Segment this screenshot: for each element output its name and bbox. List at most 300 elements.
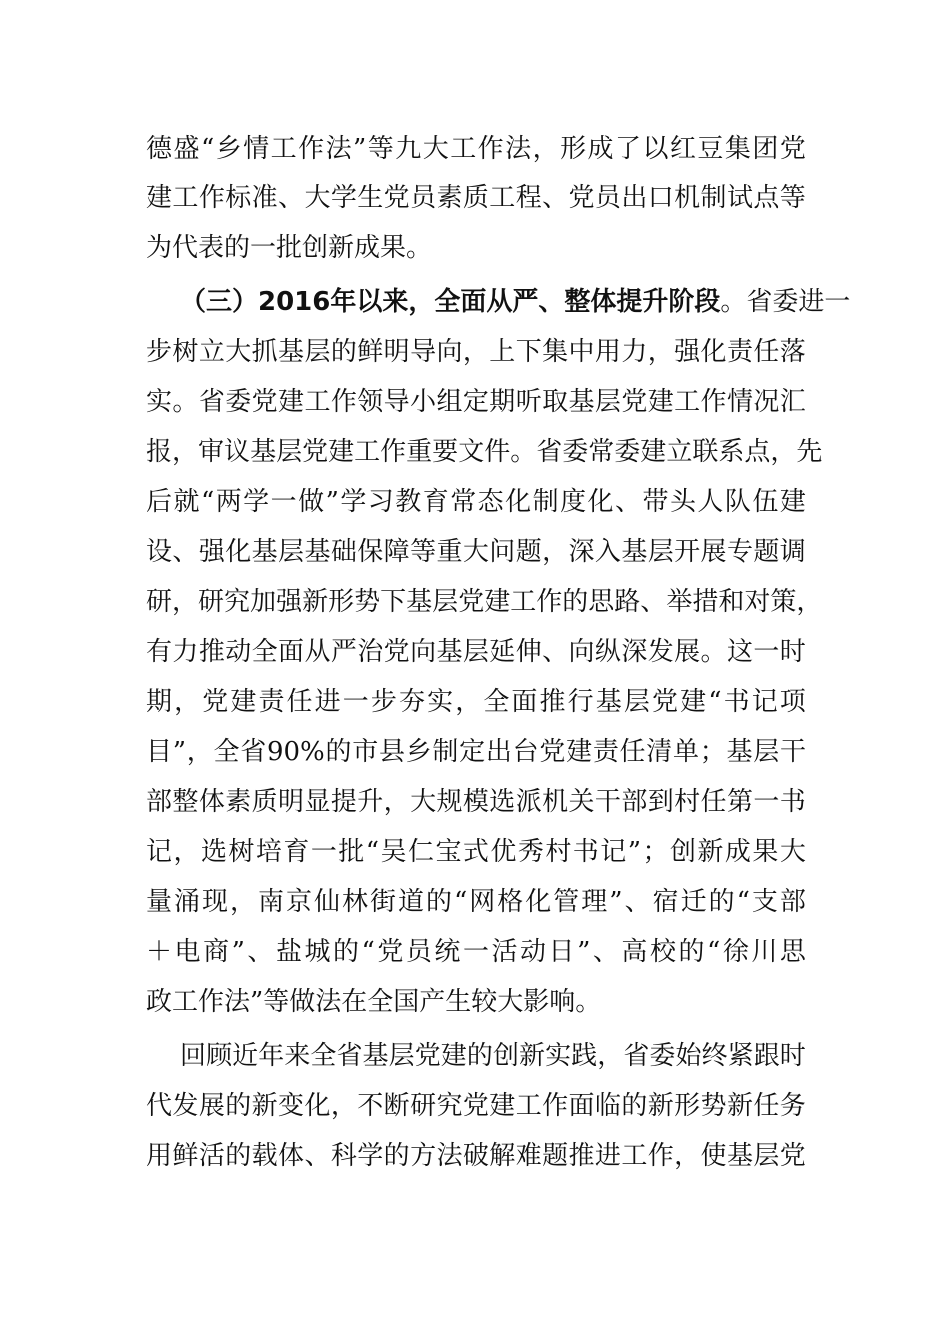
text-glyph: 用 [146, 1141, 173, 1171]
text-glyph: 基 [304, 537, 331, 567]
text-glyph: 这 [726, 637, 753, 667]
text-glyph: 量 [146, 887, 173, 917]
text-glyph: 鲜 [357, 337, 384, 367]
text-glyph: 况 [753, 387, 780, 417]
paragraph-2-line-15 [146, 982, 806, 1022]
text-glyph: 导 [383, 387, 410, 417]
text-glyph: 书 [572, 837, 599, 867]
text-glyph: 使 [700, 1141, 727, 1171]
text-glyph: 现 [202, 887, 229, 917]
text-glyph: 议 [224, 437, 251, 467]
paragraph-2-line-11 [146, 782, 806, 822]
text-glyph: 城 [304, 937, 331, 967]
text-glyph: 新 [251, 1091, 278, 1121]
text-glyph: 小 [410, 387, 437, 417]
text-glyph: 学 [243, 487, 270, 517]
text-glyph: 一 [753, 787, 780, 817]
text-glyph: 党 [458, 587, 485, 617]
text-glyph: 力 [621, 337, 648, 367]
text-glyph: 题 [753, 537, 780, 567]
text-glyph: 活 [198, 1141, 225, 1171]
text-glyph: 夯 [398, 687, 425, 717]
text-glyph: 。 [510, 437, 537, 467]
text-glyph: 大 [225, 337, 252, 367]
text-glyph: 质 [251, 787, 278, 817]
text-glyph: 作 [198, 183, 225, 213]
text-glyph: ， [383, 787, 410, 817]
text-glyph: 件 [484, 437, 511, 467]
text-glyph: 部 [146, 787, 173, 817]
text-glyph: 德 [146, 134, 173, 164]
text-glyph: 省 [240, 737, 267, 767]
text-glyph: 大 [410, 787, 437, 817]
text-glyph: 的 [383, 1141, 410, 1171]
text-glyph: 调 [779, 537, 806, 567]
text-glyph: 创 [492, 1041, 519, 1071]
text-glyph: 的 [466, 1041, 493, 1071]
text-glyph: 村 [674, 787, 701, 817]
text-glyph: 管 [553, 887, 580, 917]
text-glyph: 审 [198, 437, 225, 467]
text-glyph: 支 [751, 887, 778, 917]
text-glyph: 党 [539, 737, 566, 767]
text-glyph: 、 [247, 937, 274, 967]
text-glyph: 专 [726, 537, 753, 567]
text-glyph: 员 [594, 183, 621, 213]
text-glyph: ， [674, 1141, 701, 1171]
text-glyph: 断 [383, 1091, 410, 1121]
text-glyph: 新 [647, 1091, 674, 1121]
text-glyph: 成 [724, 837, 751, 867]
text-glyph: 建 [779, 487, 806, 517]
text-glyph: 任 [753, 337, 780, 367]
text-glyph: 省 [536, 437, 563, 467]
text-glyph: 到 [647, 787, 674, 817]
text-glyph: 南 [258, 887, 285, 917]
text-glyph: 学 [357, 1141, 384, 1171]
text-glyph: 伍 [752, 487, 779, 517]
text-glyph: 系 [718, 437, 745, 467]
text-glyph: 优 [490, 837, 517, 867]
text-glyph: 的 [333, 937, 360, 967]
text-glyph: 作 [380, 437, 407, 467]
text-glyph: 京 [286, 887, 313, 917]
text-glyph: 、 [542, 637, 569, 667]
text-glyph: 思 [779, 937, 806, 967]
text-glyph: 出 [621, 183, 648, 213]
text-glyph: 涌 [174, 887, 201, 917]
text-glyph: 干 [594, 787, 621, 817]
paragraph-3-line-1 [180, 1036, 806, 1076]
text-glyph: ， [462, 337, 489, 367]
text-glyph: 任 [619, 737, 646, 767]
paragraph-2-line-9 [146, 682, 806, 722]
text-glyph: 育 [283, 837, 310, 867]
text-glyph: 村 [545, 837, 572, 867]
text-glyph: 口 [647, 183, 674, 213]
text-glyph: 工 [270, 134, 297, 164]
text-glyph: 治 [357, 637, 384, 667]
text-glyph: 常 [450, 487, 477, 517]
text-glyph: 九 [395, 134, 422, 164]
text-glyph: 基 [726, 1141, 753, 1171]
text-glyph: 基 [250, 437, 277, 467]
text-glyph: 任 [700, 787, 727, 817]
text-glyph: 统 [434, 937, 461, 967]
paragraph-1-line-3 [146, 228, 806, 268]
text-glyph: 层 [647, 537, 674, 567]
text-glyph: 情 [243, 134, 270, 164]
text-glyph: 树 [228, 837, 255, 867]
paragraph-2-line-1 [180, 282, 851, 322]
text-glyph: 解 [489, 1141, 516, 1171]
text-glyph: 下 [380, 587, 407, 617]
text-glyph: 中 [568, 337, 595, 367]
text-glyph: 责 [726, 337, 753, 367]
text-glyph: 员 [410, 183, 437, 213]
text-glyph: 有 [146, 637, 173, 667]
text-glyph: 来 [284, 1041, 311, 1071]
text-glyph: 和 [718, 587, 745, 617]
text-glyph: 体 [278, 1141, 305, 1171]
text-glyph: 先 [796, 437, 823, 467]
text-glyph: 发 [172, 1091, 199, 1121]
text-glyph: 载 [251, 1141, 278, 1171]
text-glyph: 层 [462, 637, 489, 667]
text-glyph: 动 [225, 637, 252, 667]
text-glyph: 一 [753, 637, 780, 667]
text-glyph: 建 [647, 387, 674, 417]
text-glyph: 林 [342, 887, 369, 917]
text-glyph: 等 [779, 183, 806, 213]
paragraph-2-line-14 [146, 932, 806, 972]
text-glyph: 工 [172, 183, 199, 213]
text-glyph: 层 [388, 1041, 415, 1071]
text-glyph: 书 [723, 687, 750, 717]
text-glyph: 县 [378, 737, 405, 767]
text-glyph: 新 [726, 1091, 753, 1121]
text-glyph: 化 [525, 887, 552, 917]
text-glyph: ， [542, 537, 569, 567]
section-heading: （三）2016年以来，全面从严、整体提升阶段 [180, 287, 721, 317]
text-glyph: 大 [304, 183, 331, 213]
text-glyph: ， [796, 587, 823, 617]
text-glyph: 进 [314, 687, 341, 717]
text-glyph: 等 [410, 537, 437, 567]
text-glyph: 形 [328, 587, 355, 617]
text-glyph: 展 [674, 637, 701, 667]
text-glyph: 究 [436, 1091, 463, 1121]
text-glyph: “ [454, 887, 468, 917]
text-glyph: 党 [779, 1141, 806, 1171]
text-glyph: 鲜 [172, 1141, 199, 1171]
text-glyph: 委 [649, 1041, 676, 1071]
text-glyph: 作 [330, 387, 357, 417]
text-glyph: 迁 [680, 887, 707, 917]
text-glyph: 以 [642, 134, 669, 164]
text-glyph: 、 [624, 887, 651, 917]
text-glyph: 化 [304, 1091, 331, 1121]
text-glyph: 网 [469, 887, 496, 917]
text-glyph: 集 [724, 134, 751, 164]
text-glyph: 制 [700, 183, 727, 213]
text-glyph: 宝 [435, 837, 462, 867]
paragraph-2-line-8 [146, 632, 806, 672]
text-glyph: 制 [432, 737, 459, 767]
text-glyph: 集 [542, 337, 569, 367]
text-glyph: 一 [462, 937, 489, 967]
text-glyph: 一 [342, 687, 369, 717]
text-glyph: 法 [505, 134, 532, 164]
text-glyph: 党 [202, 687, 229, 717]
text-glyph: 化 [505, 487, 532, 517]
text-glyph: 全 [251, 637, 278, 667]
text-glyph: 明 [383, 337, 410, 367]
text-glyph: 党 [462, 1091, 489, 1121]
text-glyph: 后 [146, 487, 173, 517]
text-glyph: 力 [172, 637, 199, 667]
text-glyph: 面 [278, 637, 305, 667]
text-glyph: 展 [198, 1091, 225, 1121]
text-glyph: 作 [536, 587, 563, 617]
text-glyph: 推 [198, 637, 225, 667]
text-glyph: 向 [568, 637, 595, 667]
text-glyph: 步 [146, 337, 173, 367]
text-glyph: ， [330, 1091, 357, 1121]
text-glyph: 了 [615, 134, 642, 164]
text-glyph: 、 [278, 183, 305, 213]
text-glyph: 单 [673, 737, 700, 767]
text-glyph: 电 [174, 937, 201, 967]
text-glyph: “ [361, 937, 375, 967]
text-glyph: 期 [489, 387, 516, 417]
text-glyph: 徐 [722, 937, 749, 967]
text-glyph: 的 [678, 937, 705, 967]
text-glyph: 路 [614, 587, 641, 617]
text-glyph: 方 [410, 1141, 437, 1171]
text-glyph: 情 [726, 387, 753, 417]
text-glyph: 建 [328, 437, 355, 467]
text-glyph: 头 [669, 487, 696, 517]
text-glyph: 行 [567, 687, 594, 717]
text-glyph: 层 [304, 337, 331, 367]
text-glyph: 度 [560, 487, 587, 517]
paragraph-1-line-2 [146, 178, 806, 218]
text-glyph: 层 [623, 687, 650, 717]
paragraph-2-line-4 [146, 432, 823, 472]
text-glyph: ” [172, 737, 187, 767]
text-glyph: 发 [647, 637, 674, 667]
text-glyph: 新 [697, 837, 724, 867]
text-glyph: 党 [621, 387, 648, 417]
text-glyph: 动 [520, 937, 547, 967]
text-glyph: 实 [545, 1041, 572, 1071]
text-glyph: 省 [336, 1041, 363, 1071]
text-glyph: 街 [370, 887, 397, 917]
text-glyph: 工 [515, 1091, 542, 1121]
text-glyph: 记 [146, 837, 173, 867]
text-glyph: 大 [422, 134, 449, 164]
text-glyph: 层 [432, 587, 459, 617]
text-glyph: 教 [395, 487, 422, 517]
text-glyph: 新 [302, 587, 329, 617]
text-glyph: 向 [436, 337, 463, 367]
text-glyph: 素 [225, 787, 252, 817]
text-glyph: 基 [278, 337, 305, 367]
text-glyph: 面 [511, 687, 538, 717]
text-glyph: 法 [436, 1141, 463, 1171]
text-glyph: 紧 [727, 1041, 754, 1071]
text-glyph: 推 [539, 687, 566, 717]
text-glyph: ； [642, 837, 669, 867]
text-glyph: 仁 [407, 837, 434, 867]
text-glyph: 市 [352, 737, 379, 767]
text-glyph: ， [174, 687, 201, 717]
text-glyph: 的 [708, 887, 735, 917]
text-glyph: 90% [266, 737, 325, 767]
text-glyph: 模 [462, 787, 489, 817]
text-glyph: 展 [700, 537, 727, 567]
text-glyph: 盐 [275, 937, 302, 967]
text-glyph: 基 [251, 537, 278, 567]
text-glyph: 要 [432, 437, 459, 467]
text-glyph: 顾 [206, 1041, 233, 1071]
text-glyph: 严 [330, 637, 357, 667]
text-glyph: 、 [592, 937, 619, 967]
text-glyph: 联 [692, 437, 719, 467]
text-glyph: “ [736, 887, 750, 917]
text-glyph: 党 [414, 1041, 441, 1071]
text-glyph: 育 [422, 487, 449, 517]
text-glyph: 明 [278, 787, 305, 817]
text-glyph: 建 [566, 737, 593, 767]
paragraph-2-line-13 [146, 882, 806, 922]
text-glyph: 工 [354, 437, 381, 467]
text-glyph: 习 [367, 487, 394, 517]
text-glyph: 创 [669, 837, 696, 867]
text-glyph: 的 [621, 1091, 648, 1121]
text-glyph: 规 [436, 787, 463, 817]
text-glyph: 委 [562, 437, 589, 467]
text-glyph: 向 [410, 637, 437, 667]
text-glyph: 出 [485, 737, 512, 767]
text-glyph: 从 [304, 637, 331, 667]
text-glyph: 常 [588, 437, 615, 467]
text-glyph: 保 [357, 537, 384, 567]
text-glyph: 学 [340, 487, 367, 517]
text-glyph: 的 [225, 1091, 252, 1121]
text-glyph: 树 [172, 337, 199, 367]
text-glyph: 破 [462, 1141, 489, 1171]
text-glyph: 势 [354, 587, 381, 617]
text-glyph: 题 [515, 537, 542, 567]
text-glyph: 大 [462, 537, 489, 567]
text-glyph: 回 [180, 1041, 207, 1071]
text-glyph: 导 [410, 337, 437, 367]
text-glyph: 任 [286, 687, 313, 717]
text-glyph: 党 [302, 437, 329, 467]
text-glyph: 的 [330, 337, 357, 367]
text-glyph: 研 [198, 587, 225, 617]
text-glyph: 点 [753, 183, 780, 213]
text-glyph: 务 [779, 1091, 806, 1121]
text-glyph: 、 [172, 537, 199, 567]
text-glyph: 层 [276, 437, 303, 467]
text-glyph: 格 [497, 887, 524, 917]
text-line: 政工作法”等做法在全国产生较大影响。 [146, 987, 602, 1017]
text-glyph: 商 [203, 937, 230, 967]
text-glyph: “ [200, 487, 215, 517]
text-glyph: 障 [383, 537, 410, 567]
text-glyph: ， [455, 687, 482, 717]
text-glyph: 豆 [697, 134, 724, 164]
text-glyph: 省 [623, 1041, 650, 1071]
text-glyph: 伸 [515, 637, 542, 667]
text-glyph: 准 [251, 183, 278, 213]
text-glyph: 干 [779, 737, 806, 767]
text-glyph: 整 [172, 787, 199, 817]
text-glyph: 化 [587, 487, 614, 517]
text-glyph: 强 [276, 587, 303, 617]
text-glyph: 工 [510, 587, 537, 617]
text-glyph: 作 [647, 1141, 674, 1171]
text-glyph: 基 [362, 1041, 389, 1071]
text-glyph: 制 [532, 487, 559, 517]
text-glyph: 记 [600, 837, 627, 867]
text-glyph: 立 [666, 437, 693, 467]
text-glyph: 新 [519, 1041, 546, 1071]
text-glyph: 措 [692, 587, 719, 617]
text-glyph: 做 [298, 487, 325, 517]
text-glyph: 学 [330, 183, 357, 213]
text-glyph: 建 [440, 1041, 467, 1071]
text-glyph: ” [577, 937, 591, 967]
text-glyph: 基 [436, 637, 463, 667]
text-glyph: 入 [594, 537, 621, 567]
text-glyph: 时 [779, 637, 806, 667]
text-glyph: 第 [726, 787, 753, 817]
text-glyph: 机 [542, 787, 569, 817]
text-glyph: 抓 [251, 337, 278, 367]
text-glyph: 派 [515, 787, 542, 817]
text-glyph: 理 [581, 887, 608, 917]
text-glyph: 川 [751, 937, 778, 967]
text-glyph: 基 [406, 587, 433, 617]
text-glyph: 全 [483, 687, 510, 717]
text-glyph: 责 [592, 737, 619, 767]
text-glyph: 党 [568, 183, 595, 213]
text-glyph: 纵 [594, 637, 621, 667]
text-glyph: ， [186, 737, 213, 767]
text-glyph: 近 [232, 1041, 259, 1071]
text-glyph: 期 [146, 687, 173, 717]
text-glyph: 、 [615, 487, 642, 517]
text-glyph: 。 [172, 387, 199, 417]
text-glyph: 定 [462, 387, 489, 417]
text-glyph: 全 [310, 1041, 337, 1071]
text-glyph: 文 [458, 437, 485, 467]
text-glyph: 就 [173, 487, 200, 517]
paragraph-2-line-12 [146, 832, 806, 872]
text-glyph: 党 [779, 134, 806, 164]
text-glyph: 思 [588, 587, 615, 617]
text-glyph: 深 [621, 637, 648, 667]
text-glyph: 实 [146, 387, 173, 417]
text-glyph: ， [173, 837, 200, 867]
text-glyph: 工 [304, 387, 331, 417]
text-glyph: 设 [146, 537, 173, 567]
text-glyph: 党 [251, 387, 278, 417]
